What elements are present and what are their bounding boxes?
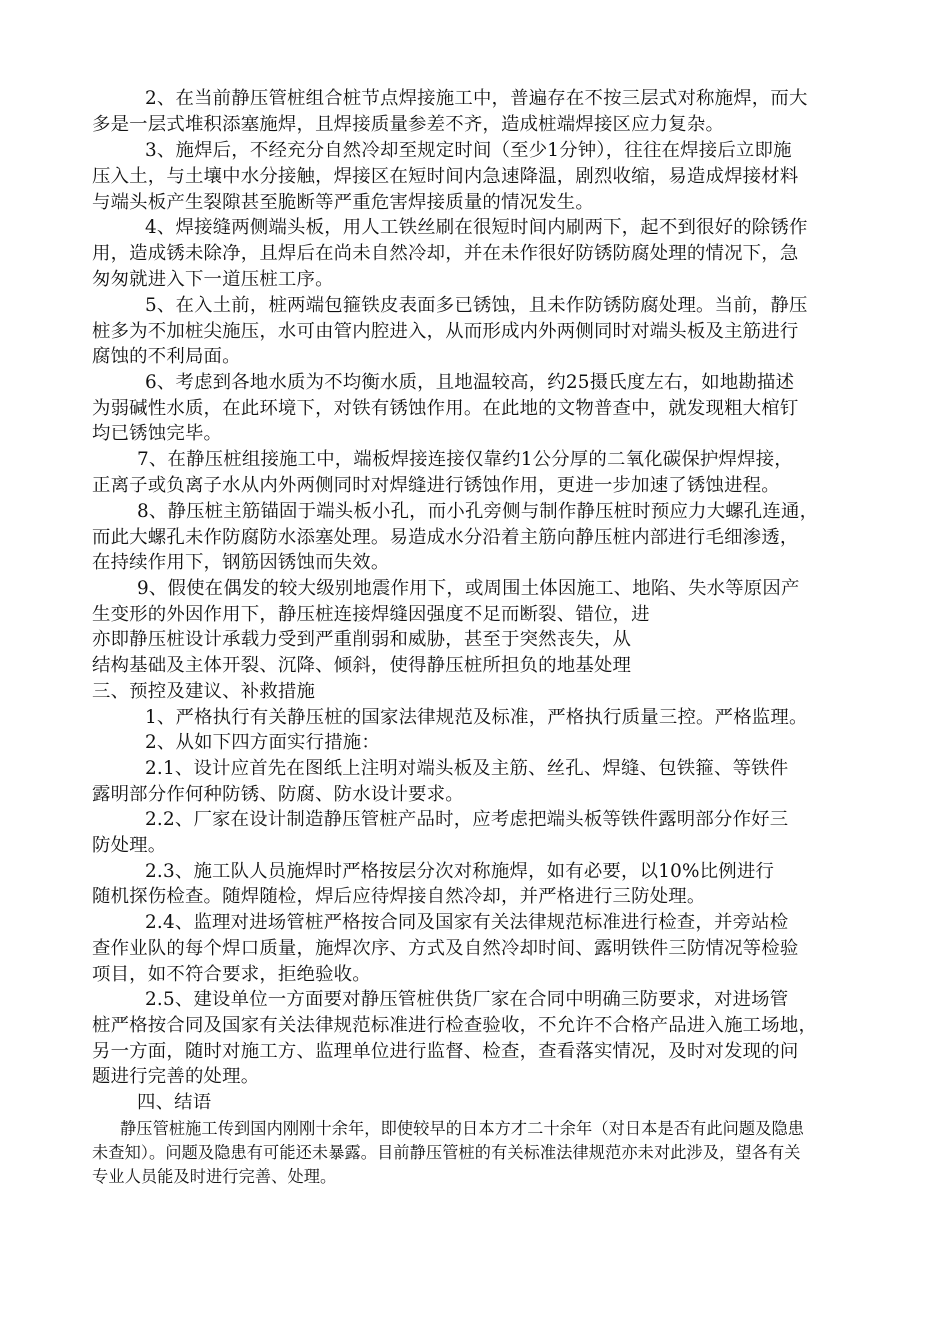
text-line: 亦即静压桩设计承载力受到严重削弱和威胁，甚至于突然丧失，从 xyxy=(92,629,632,650)
text-line: 2、从如下四方面实行措施： xyxy=(145,732,380,753)
text-line: 均已锈蚀完毕。 xyxy=(92,423,223,444)
text-line: 7、在静压桩组接施工中，端板焊接连接仅靠约1公分厚的二氧化碳保护焊焊接， xyxy=(137,449,793,470)
text-line: 2、在当前静压管桩组合桩节点焊接施工中，普遍存在不按三层式对称施焊，而大 xyxy=(145,88,808,109)
text-line: 9、假使在偶发的较大级别地震作用下，或周围土体因施工、地陷、失水等原因产 xyxy=(137,578,800,599)
text-line: 桩多为不加桩尖施压，水可由管内腔进入，从而形成内外两侧同时对端头板及主筋进行 xyxy=(92,321,799,342)
text-line: 为弱碱性水质，在此环境下，对铁有锈蚀作用。在此地的文物普查中，就发现粗大棺钉 xyxy=(92,398,799,419)
text-line: 6、考虑到各地水质为不均衡水质，且地温较高，约25摄氏度左右，如地勘描述 xyxy=(145,372,795,393)
text-line: 2.5、建设单位一方面要对静压管桩供货厂家在合同中明确三防要求，对进场管 xyxy=(145,989,789,1010)
text-line: 露明部分作何种防锈、防腐、防水设计要求。 xyxy=(92,784,464,805)
text-line: 静压管桩施工传到国内刚刚十余年，即使较早的日本方才二十余年（对日本是否有此问题及隐患 xyxy=(120,1119,805,1138)
text-line: 题进行完善的处理。 xyxy=(92,1066,260,1087)
text-line: 查作业队的每个焊口质量，施焊次序、方式及自然冷却时间、露明铁件三防情况等检验 xyxy=(92,938,799,959)
text-line: 与端头板产生裂隙甚至脆断等严重危害焊接质量的情况发生。 xyxy=(92,192,594,213)
section-heading: 四、结语 xyxy=(137,1092,212,1113)
text-line: 桩严格按合同及国家有关法律规范标准进行检查验收，不允许不合格产品进入施工场地， xyxy=(92,1015,818,1036)
text-line: 2.3、施工队人员施焊时严格按层分次对称施焊，如有必要，以10%比例进行 xyxy=(145,861,775,882)
text-line: 另一方面，随时对施工方、监理单位进行监督、检查，查看落实情况，及时对发现的问 xyxy=(92,1041,799,1062)
text-line: 项目，如不符合要求，拒绝验收。 xyxy=(92,964,371,985)
text-line: 2.2、厂家在设计制造静压管桩产品时，应考虑把端头板等铁件露明部分作好三 xyxy=(145,809,789,830)
text-line: 8、静压桩主筋锚固于端头板小孔，而小孔旁侧与制作静压桩时预应力大螺孔连通， xyxy=(137,501,819,522)
text-line: 而此大螺孔未作防腐防水添塞处理。易造成水分沿着主筋向静压桩内部进行毛细渗透， xyxy=(92,527,799,548)
text-line: 压入土，与土壤中水分接触，焊接区在短时间内急速降温，剧烈收缩，易造成焊接材料 xyxy=(92,166,799,187)
text-line: 正离子或负离子水从内外两侧同时对焊缝进行锈蚀作用，更进一步加速了锈蚀进程。 xyxy=(92,475,780,496)
text-line: 5、在入土前，桩两端包箍铁皮表面多已锈蚀，且未作防锈防腐处理。当前，静压 xyxy=(145,295,808,316)
text-line: 4、焊接缝两侧端头板，用人工铁丝刷在很短时间内刷两下，起不到很好的除锈作 xyxy=(145,217,808,238)
text-line: 随机探伤检查。随焊随检，焊后应待焊接自然冷却，并严格进行三防处理。 xyxy=(92,886,706,907)
text-line: 专业人员能及时进行完善、处理。 xyxy=(92,1167,337,1186)
text-line: 用，造成锈未除净，且焊后在尚未自然冷却，并在未作很好防锈防腐处理的情况下，急 xyxy=(92,243,799,264)
text-line: 在持续作用下，钢筋因锈蚀而失效。 xyxy=(92,552,390,573)
section-heading: 三、预控及建议、补救措施 xyxy=(92,681,316,702)
text-line: 3、施焊后，不经充分自然冷却至规定时间（至少1分钟），往往在焊接后立即施 xyxy=(145,140,792,161)
text-line: 2.4、监理对进场管桩严格按合同及国家有关法律规范标准进行检查，并旁站检 xyxy=(145,912,789,933)
text-line: 生变形的外因作用下，静压桩连接焊缝因强度不足而断裂、错位，进 xyxy=(92,604,650,625)
text-line: 匆匆就进入下一道压桩工序。 xyxy=(92,269,334,290)
text-line: 防处理。 xyxy=(92,835,167,856)
text-line: 2.1、设计应首先在图纸上注明对端头板及主筋、丝孔、焊缝、包铁箍、等铁件 xyxy=(145,758,789,779)
text-line: 腐蚀的不利局面。 xyxy=(92,346,241,367)
text-line: 多是一层式堆积添塞施焊，且焊接质量参差不齐，造成桩端焊接区应力复杂。 xyxy=(92,114,725,135)
text-line: 结构基础及主体开裂、沉降、倾斜，使得静压桩所担负的地基处理 xyxy=(92,655,632,676)
text-line: 未查知）。问题及隐患有可能还未暴露。目前静压管桩的有关标准法律规范亦未对此涉及，望各有关 xyxy=(92,1143,801,1162)
text-line: 1、严格执行有关静压桩的国家法律规范及标准，严格执行质量三控。严格监理。 xyxy=(145,707,808,728)
